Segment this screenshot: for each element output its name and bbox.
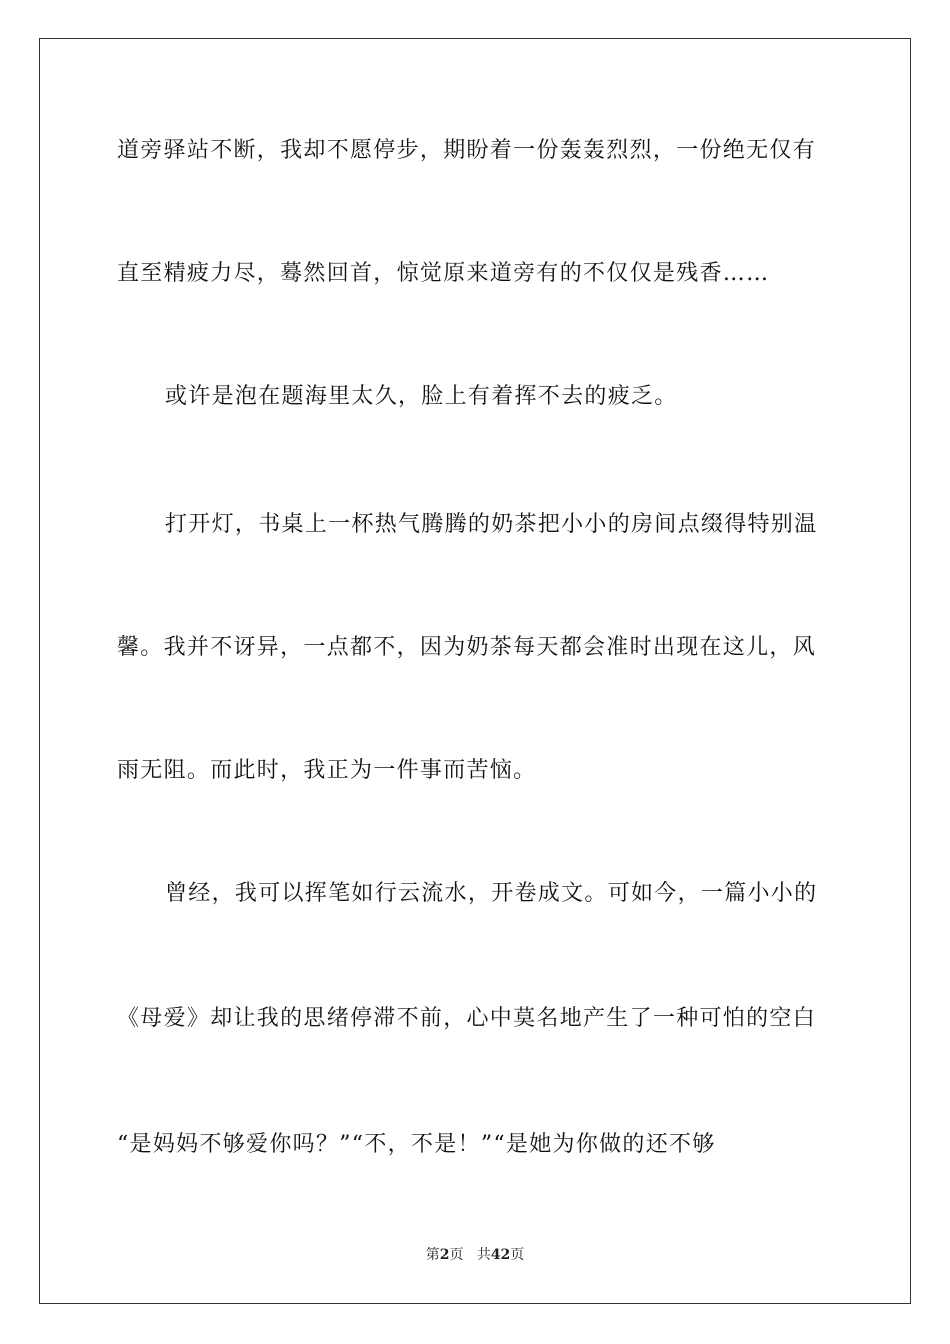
footer-total-prefix: 共: [476, 1247, 491, 1263]
text-line-4: 打开灯，书桌上一杯热气腾腾的奶茶把小小的房间点缀得特别温: [165, 512, 818, 537]
text-line-7: 曾经，我可以挥笔如行云流水，开卷成文。可如今，一篇小小的: [165, 881, 818, 906]
footer-page-current: 2: [439, 1247, 450, 1263]
text-line-5: 馨。我并不讶异，一点都不，因为奶茶每天都会准时出现在这儿，风: [117, 635, 817, 660]
text-line-3: 或许是泡在题海里太久，脸上有着挥不去的疲乏。: [165, 384, 678, 409]
text-line-1: 道旁驿站不断，我却不愿停步，期盼着一份轰轰烈烈，一份绝无仅有: [117, 138, 817, 163]
footer-page-suffix: 页: [449, 1247, 464, 1263]
footer-page-prefix: 第: [425, 1247, 440, 1263]
text-line-6: 雨无阻。而此时，我正为一件事而苦恼。: [117, 758, 537, 783]
footer-page-total: 42: [490, 1247, 511, 1263]
footer-total-suffix: 页: [510, 1247, 525, 1263]
text-line-9: “是妈妈不够爱你吗？”“不，不是！”“是她为你做的还不够: [117, 1132, 716, 1157]
page-footer: [0, 1246, 950, 1264]
page-frame: [39, 38, 911, 1304]
text-line-2: 直至精疲力尽，蓦然回首，惊觉原来道旁有的不仅仅是残香……: [117, 261, 770, 286]
text-line-8: 《母爱》却让我的思绪停滞不前，心中莫名地产生了一种可怕的空白: [117, 1006, 817, 1031]
